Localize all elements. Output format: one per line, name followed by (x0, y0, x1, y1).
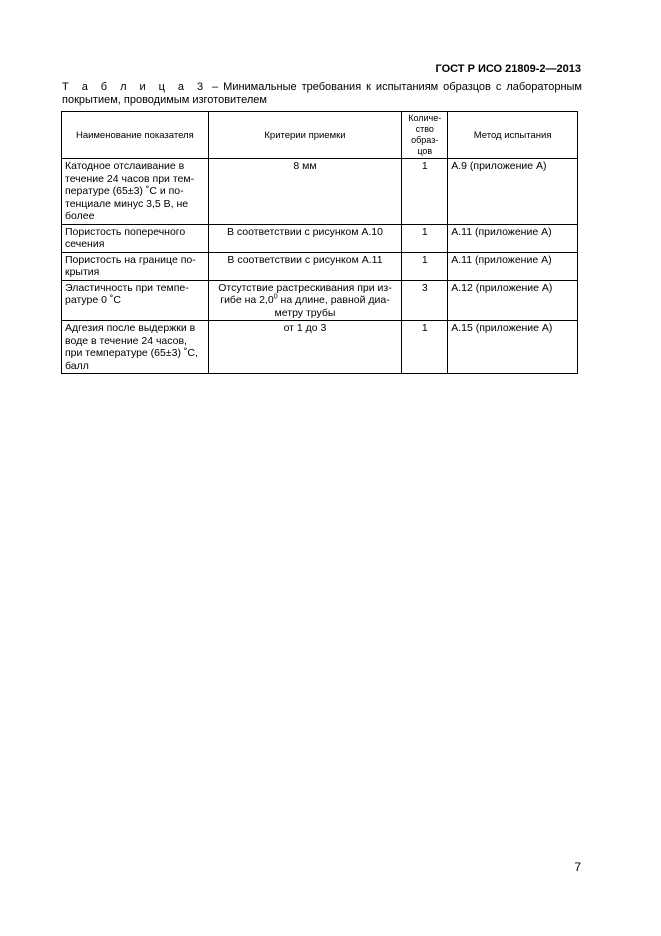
cell-criteria: 8 мм (208, 159, 402, 225)
cell-count: 1 (402, 159, 448, 225)
header-count: Количе- ство образ- цов (402, 112, 448, 159)
table-caption-text: – Минимальные требования к испытаниям образцов с лабораторным покрытием, проводимым изготовителем (62, 81, 582, 106)
requirements-table (61, 111, 578, 374)
cell-count: 1 (402, 224, 448, 252)
table-caption (62, 81, 582, 107)
table-row (62, 280, 578, 321)
header-method: Метод испытания (448, 112, 578, 159)
table-row (62, 224, 578, 252)
cell-method: А.11 (приложение А) (448, 252, 578, 280)
cell-name: Адгезия после выдержки в воде в течение 24 часов, при температуре (65±3) ˚С, балл (62, 321, 209, 374)
cell-count: 1 (402, 252, 448, 280)
table-caption-label: Т а б л и ц а 3 (62, 81, 208, 93)
cell-name: Пористость поперечного сечения (62, 224, 209, 252)
cell-count: 3 (402, 280, 448, 321)
table-row (62, 321, 578, 374)
cell-criteria: В соответствии с рисунком А.10 (208, 224, 402, 252)
cell-method: А.9 (приложение А) (448, 159, 578, 225)
cell-method: А.12 (приложение А) (448, 280, 578, 321)
cell-count: 1 (402, 321, 448, 374)
cell-name: Катодное отслаивание в течение 24 часов при тем-пературе (65±3) ˚С и по-тенциале минус 3,5 В, не более (62, 159, 209, 225)
cell-method: А.11 (приложение А) (448, 224, 578, 252)
cell-criteria: В соответствии с рисунком А.11 (208, 252, 402, 280)
header-indicator: Наименование показателя (62, 112, 209, 159)
cell-criteria: Отсутствие растрескивания при из-гибе на $2,0^0$ на длине, равной диа-метру трубы (208, 280, 402, 321)
cell-criteria: от 1 до 3 (208, 321, 402, 374)
page-number: 7 (574, 860, 581, 874)
table-header-row (62, 112, 578, 159)
header-criteria: Критерии приемки (208, 112, 402, 159)
document-id: ГОСТ Р ИСО 21809-2—2013 (435, 63, 581, 75)
table-row (62, 159, 578, 225)
table-row (62, 252, 578, 280)
cell-name: Эластичность при темпе-ратуре 0 ˚С (62, 280, 209, 321)
cell-method: А.15 (приложение А) (448, 321, 578, 374)
cell-name: Пористость на границе по-крытия (62, 252, 209, 280)
